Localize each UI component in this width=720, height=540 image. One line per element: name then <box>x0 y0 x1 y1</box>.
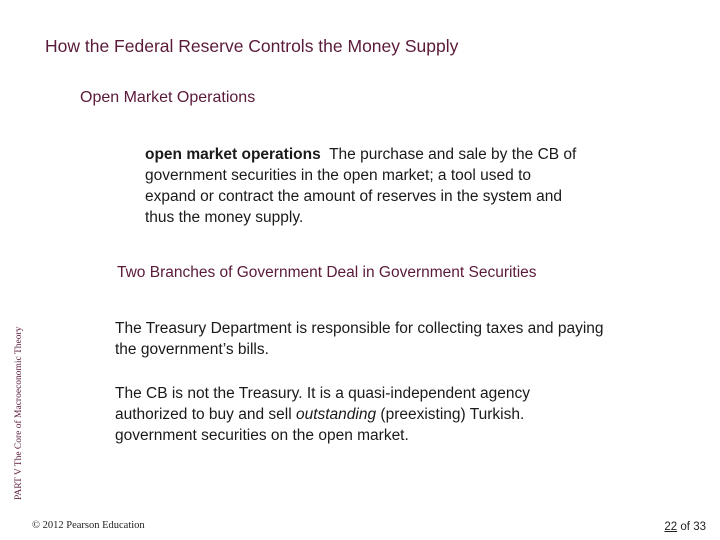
side-part-label <box>14 327 24 500</box>
paragraph-cb-text-start: The CB is not the Treasury. It is a quasi-independent agency authorized to buy and sell <box>115 385 531 423</box>
page-of: of <box>680 521 690 533</box>
copyright-notice: © 2012 Pearson Education <box>32 520 145 531</box>
slide-title: How the Federal Reserve Controls the Money Supply <box>45 36 459 56</box>
paragraph-treasury: The Treasury Department is responsible for collecting taxes and paying the government’s bills. <box>115 320 604 358</box>
paragraph-cb-emphasis: outstanding <box>295 406 377 423</box>
definition-block <box>145 144 585 228</box>
paragraph-cb <box>115 383 605 446</box>
side-part-number: PART V <box>14 468 24 500</box>
paragraph-cb-text-end: (preexisting) Turkish. government securities on the open market. <box>115 406 525 444</box>
page-total: 33 <box>693 521 706 533</box>
definition-text: The purchase and sale by the CB of government securities in the open market; a tool used to expand or contract the amount of reserves in the system and thus the money supply. <box>145 146 577 226</box>
page-indicator <box>664 521 706 533</box>
slide-subtitle: Open Market Operations <box>80 89 256 106</box>
side-part-title: The Core of Macroeconomic Theory <box>14 326 24 467</box>
section-heading: Two Branches of Government Deal in Government Securities <box>117 264 537 281</box>
page-current[interactable]: 22 <box>664 521 678 533</box>
definition-term: open market operations <box>145 146 321 163</box>
